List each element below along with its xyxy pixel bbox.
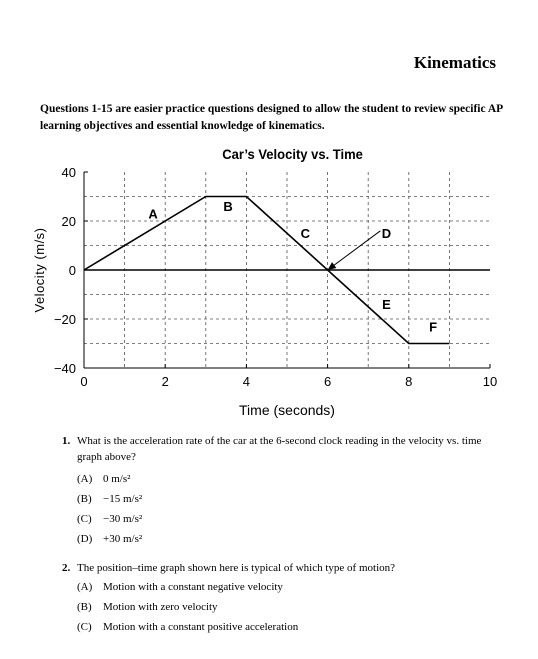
answer-option bbox=[77, 531, 497, 547]
question-number: 2. bbox=[62, 562, 71, 574]
y-tick-label: 40 bbox=[61, 165, 76, 180]
velocity-time-chart bbox=[0, 140, 538, 430]
answer-option bbox=[77, 579, 497, 595]
y-tick-label: −40 bbox=[53, 361, 76, 376]
segment-label-b: B bbox=[223, 199, 233, 215]
option-text: 0 m/s² bbox=[103, 473, 131, 485]
segment-label-d: D bbox=[381, 226, 392, 242]
answer-option bbox=[77, 511, 497, 527]
x-axis-label: Time (seconds) bbox=[239, 402, 335, 418]
x-tick-label: 0 bbox=[80, 374, 88, 389]
answer-option bbox=[77, 619, 497, 635]
y-tick-label: 0 bbox=[68, 263, 76, 278]
y-tick-label: −20 bbox=[53, 312, 76, 327]
answer-option bbox=[77, 599, 497, 615]
x-tick-label: 2 bbox=[161, 374, 169, 389]
question-text: The position–time graph shown here is typical of which type of motion? bbox=[77, 562, 396, 574]
option-letter: (D) bbox=[77, 533, 93, 545]
option-text: Motion with zero velocity bbox=[103, 601, 218, 613]
option-letter: (C) bbox=[77, 621, 92, 633]
answer-option bbox=[77, 491, 497, 507]
segment-label-e: E bbox=[382, 297, 391, 313]
option-letter: (C) bbox=[77, 513, 92, 525]
y-tick-label: 20 bbox=[61, 214, 76, 229]
x-tick-label: 8 bbox=[405, 374, 413, 389]
option-letter: (A) bbox=[77, 581, 93, 593]
x-tick-label: 6 bbox=[323, 374, 332, 389]
segment-label-f: F bbox=[429, 319, 438, 335]
segment-label-a: A bbox=[148, 206, 158, 222]
x-tick-label: 10 bbox=[482, 374, 498, 389]
option-letter: (B) bbox=[77, 493, 92, 505]
y-axis-label: Velocity (m/s) bbox=[32, 227, 47, 313]
option-text: −30 m/s² bbox=[103, 513, 143, 525]
chart-title: Car’s Velocity vs. Time bbox=[222, 146, 363, 163]
x-tick-label: 4 bbox=[242, 374, 251, 389]
question-2 bbox=[62, 560, 497, 639]
question-number: 1. bbox=[62, 435, 71, 447]
option-letter: (A) bbox=[77, 473, 93, 485]
annotation-arrow-head bbox=[328, 262, 337, 270]
annotation-arrow-line bbox=[328, 231, 381, 270]
segment-label-c: C bbox=[300, 226, 310, 242]
question-1 bbox=[62, 433, 497, 551]
option-text: −15 m/s² bbox=[103, 493, 143, 505]
option-text: Motion with a constant negative velocity bbox=[103, 581, 283, 593]
option-text: Motion with a constant positive acceleration bbox=[103, 621, 299, 633]
option-letter: (B) bbox=[77, 601, 92, 613]
option-text: +30 m/s² bbox=[103, 533, 143, 545]
question-text: What is the acceleration rate of the car at the 6-second clock reading in the velocity vs. time graph above? bbox=[77, 435, 482, 463]
answer-option bbox=[77, 471, 497, 487]
intro-text: Questions 1-15 are easier practice questions designed to allow the student to review specific AP learning objectives and essential knowledge of kinematics. bbox=[40, 103, 503, 132]
page-heading: Kinematics bbox=[413, 53, 496, 72]
